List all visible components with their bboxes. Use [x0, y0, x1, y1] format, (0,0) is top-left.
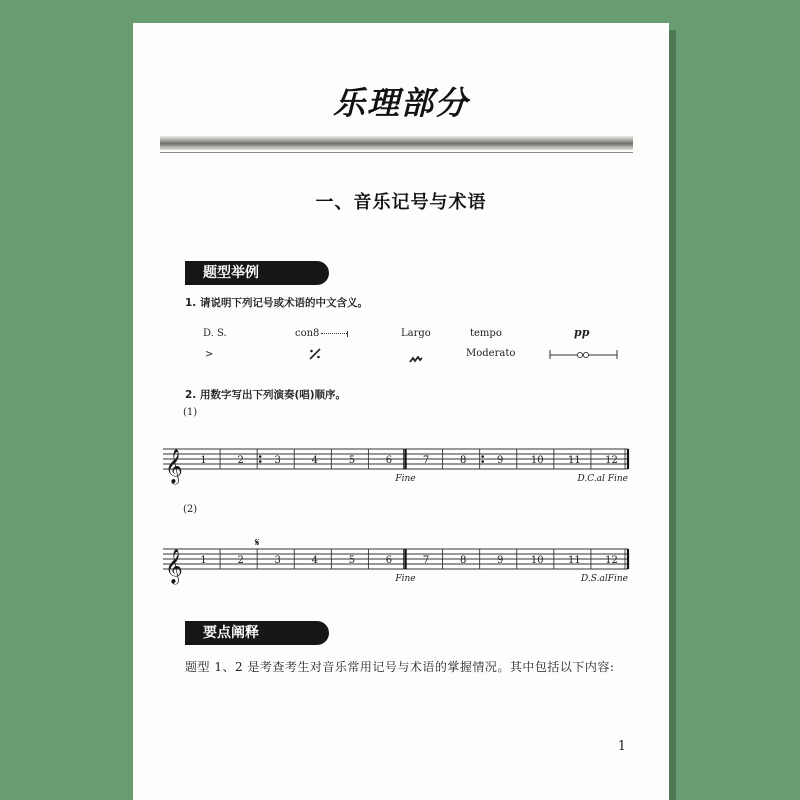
pedal-bracket-icon	[549, 346, 619, 365]
symbol-ds: D. S.	[203, 328, 227, 339]
fine-label: Fine	[395, 574, 416, 584]
treble-clef-icon: 𝄞	[165, 549, 183, 584]
symbol-con8-text: con8	[295, 328, 320, 339]
symbol-con8	[295, 328, 348, 339]
segno-icon: 𝄋	[254, 536, 260, 549]
measure-number: 5	[348, 455, 356, 466]
question-1: 1. 请说明下列记号或术语的中文含义。	[185, 297, 368, 309]
measure-number: 11	[568, 455, 581, 466]
measure-number: 2	[237, 455, 244, 466]
book-page	[133, 23, 669, 800]
measure-number: 12	[605, 555, 618, 566]
sub-label-1: (1)	[183, 407, 198, 418]
music-staff-1	[163, 439, 633, 501]
measure-number: 1	[200, 555, 207, 566]
measure-number: 10	[530, 455, 544, 466]
measure-number: 4	[311, 555, 318, 566]
music-staff-2	[163, 536, 633, 601]
measure-number: 3	[274, 455, 281, 466]
section-heading: 一、音乐记号与术语	[315, 192, 487, 213]
measure-number: 8	[459, 455, 467, 466]
explanation-text: 题型 1、2 是考查考生对音乐常用记号与术语的掌握情况。其中包括以下内容:	[185, 660, 615, 674]
measure-number: 3	[274, 555, 281, 566]
page-number: 1	[617, 739, 626, 754]
repeat-dot	[259, 460, 262, 463]
measure-number: 12	[605, 455, 618, 466]
page-title: 乐理部分	[332, 84, 469, 122]
symbol-largo: Largo	[401, 328, 431, 339]
measure-number: 11	[568, 555, 581, 566]
mordent-icon	[409, 349, 423, 368]
explain-tag: 要点阐释	[185, 621, 329, 645]
example-tag: 题型举例	[185, 261, 329, 285]
symbol-pp: pp	[574, 326, 590, 339]
title-divider-bar	[160, 136, 633, 150]
repeat-dot	[481, 460, 484, 463]
measure-number: 2	[237, 555, 244, 566]
measure-number: 1	[200, 455, 207, 466]
fine-label: Fine	[395, 474, 416, 484]
symbol-tempo: tempo	[470, 328, 502, 339]
measure-number: 7	[422, 555, 430, 566]
repeat-dot	[259, 455, 262, 458]
question-2: 2. 用数字写出下列演奏(唱)顺序。	[185, 389, 347, 401]
measure-number: 9	[497, 555, 504, 566]
symbol-accent: >	[205, 349, 214, 360]
measure-number: 6	[385, 555, 393, 566]
end-direction-label: D.S.alFine	[581, 574, 628, 584]
measure-number: 4	[311, 455, 318, 466]
symbol-moderato: Moderato	[466, 348, 516, 359]
measure-number: 8	[459, 555, 467, 566]
end-direction-label: D.C.al Fine	[577, 474, 628, 484]
measure-number: 6	[385, 455, 393, 466]
measure-number: 10	[530, 555, 544, 566]
sub-label-2: (2)	[183, 504, 198, 515]
measure-number: 5	[348, 555, 356, 566]
measure-number: 7	[422, 455, 430, 466]
title-divider-line	[160, 152, 633, 153]
repeat-dot	[481, 455, 484, 458]
treble-clef-icon: 𝄞	[165, 449, 183, 484]
measure-number: 9	[497, 455, 504, 466]
measure-repeat-icon	[308, 346, 322, 365]
